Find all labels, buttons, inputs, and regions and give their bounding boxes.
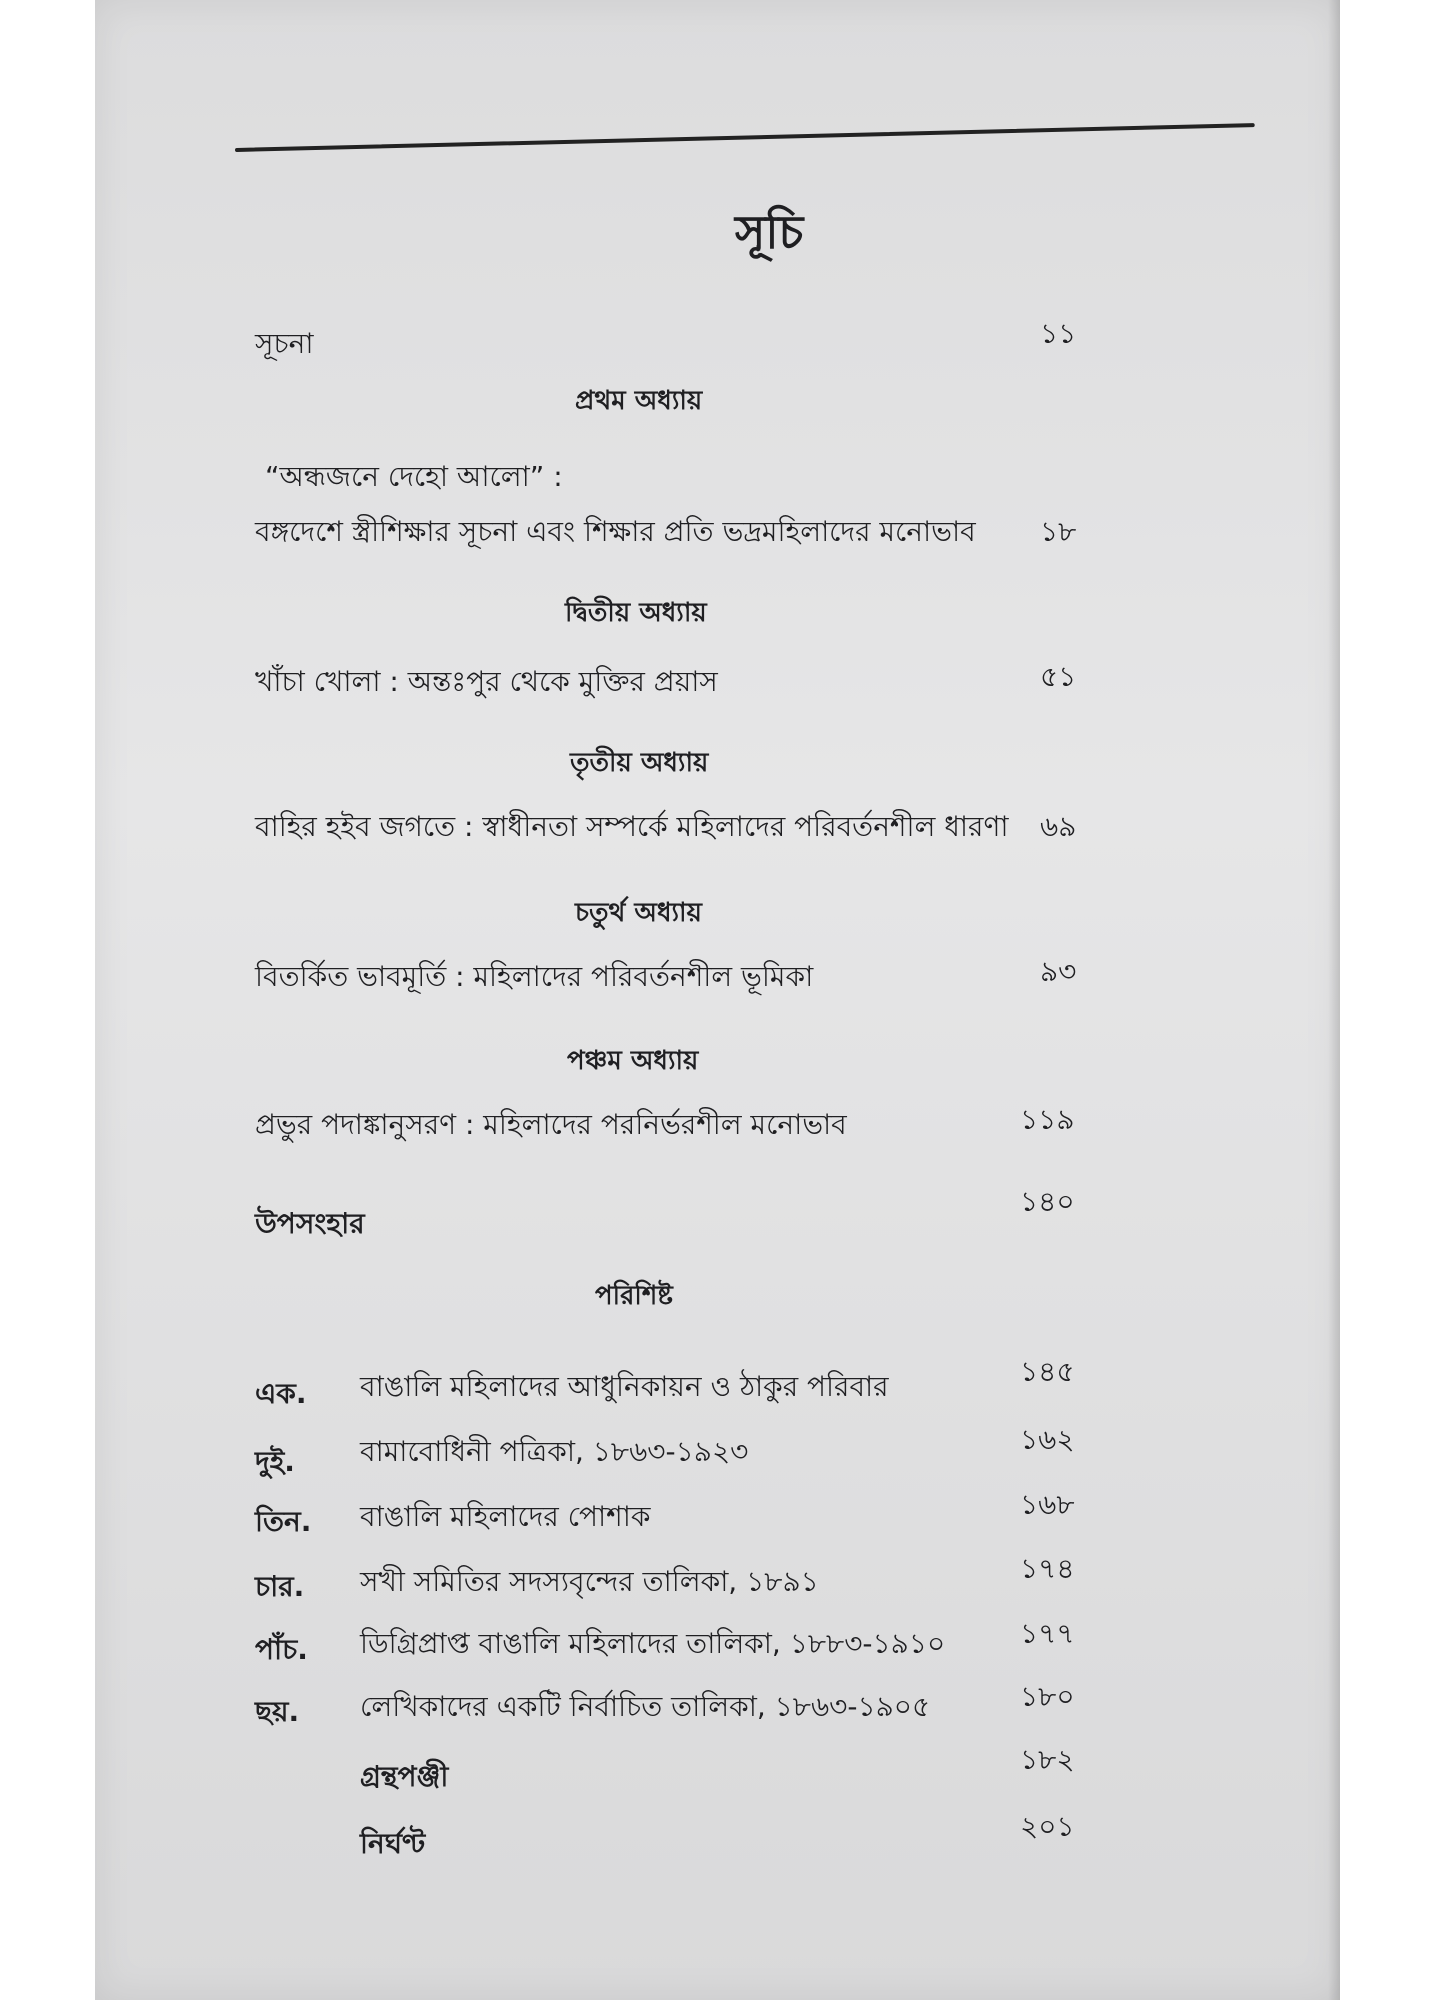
toc-entry-text: বাহির হইব জগতে : স্বাধীনতা সম্পর্কে মহিলাদের পরিবর্তনশীল ধারণা [255, 810, 1009, 843]
toc-entry-text: নির্ঘণ্ট [360, 1827, 426, 1860]
appendix-entry-text: লেখিকাদের একটি নির্বাচিত তালিকা, ১৮৬৩-১৯০৫ [360, 1690, 931, 1723]
appendix-number: দুই. [255, 1445, 295, 1478]
chapter-heading: প্রথম অধ্যায় [575, 386, 703, 416]
toc-entry-text: প্রভুর পদাঙ্কানুসরণ : মহিলাদের পরনির্ভরশীল মনোভাব [255, 1108, 847, 1141]
appendix-entry-text: বাঙালি মহিলাদের আধুনিকায়ন ও ঠাকুর পরিবার [360, 1370, 889, 1403]
toc-page-number: ১৪০ [1020, 1185, 1075, 1218]
chapter-heading: চতুর্থ অধ্যায় [575, 898, 702, 928]
toc-page-number: ১১ [1040, 317, 1077, 350]
toc-page-number: ১৮২ [1020, 1743, 1075, 1776]
header-rule [235, 123, 1255, 152]
page-title: সূচি [735, 205, 804, 259]
toc-entry-text: বিতর্কিত ভাবমূর্তি : মহিলাদের পরিবর্তনশীল ভূমিকা [255, 960, 814, 993]
toc-entry-text: বঙ্গদেশে স্ত্রীশিক্ষার সূচনা এবং শিক্ষার প্রতি ভদ্রমহিলাদের মনোভাব [255, 515, 976, 548]
toc-page-number: ৫১ [1040, 660, 1077, 693]
book-page [95, 0, 1340, 2000]
chapter-heading: তৃতীয় অধ্যায় [570, 748, 709, 778]
toc-page-number: ১৪৫ [1020, 1355, 1075, 1388]
toc-entry-text: সূচনা [255, 327, 314, 360]
toc-page-number: ৬৯ [1040, 810, 1077, 843]
toc-page-number: ১৭৪ [1020, 1552, 1075, 1585]
toc-entry-line: “অন্ধজনে দেহো আলো” : [265, 460, 563, 493]
appendix-entry-text: ডিগ্রিপ্রাপ্ত বাঙালি মহিলাদের তালিকা, ১৮৮৩-১৯১০ [360, 1627, 946, 1660]
toc-page-number: ১৮০ [1020, 1680, 1075, 1713]
toc-entry-text: খাঁচা খোলা : অন্তঃপুর থেকে মুক্তির প্রয়াস [255, 665, 718, 698]
toc-page-number: ১৬২ [1020, 1423, 1075, 1456]
appendix-entry-text: সখী সমিতির সদস্যবৃন্দের তালিকা, ১৮৯১ [360, 1565, 819, 1598]
appendix-number: চার. [255, 1570, 305, 1603]
toc-page-number: ২০১ [1020, 1810, 1075, 1843]
page-edge-shadow [1328, 0, 1340, 2000]
appendix-number: তিন. [255, 1505, 312, 1538]
toc-page-number: ১৬৮ [1020, 1488, 1075, 1521]
toc-page-number: ১৮ [1040, 515, 1077, 548]
appendix-number: পাঁচ. [255, 1633, 308, 1666]
toc-page-number: ১১৯ [1020, 1103, 1075, 1136]
appendix-heading: পরিশিষ্ট [595, 1281, 673, 1311]
toc-entry-text: গ্রন্থপঞ্জী [360, 1760, 449, 1793]
chapter-heading: দ্বিতীয় অধ্যায় [565, 598, 707, 628]
appendix-entry-text: বাঙালি মহিলাদের পোশাক [360, 1500, 651, 1533]
toc-page-number: ৯৩ [1040, 955, 1077, 988]
chapter-heading: পঞ্চম অধ্যায় [567, 1046, 699, 1076]
appendix-entry-text: বামাবোধিনী পত্রিকা, ১৮৬৩-১৯২৩ [360, 1435, 749, 1468]
toc-page-number: ১৭৭ [1020, 1617, 1075, 1650]
toc-entry-text: উপসংহার [255, 1207, 365, 1240]
appendix-number: ছয়. [255, 1695, 300, 1728]
appendix-number: এক. [255, 1377, 307, 1410]
